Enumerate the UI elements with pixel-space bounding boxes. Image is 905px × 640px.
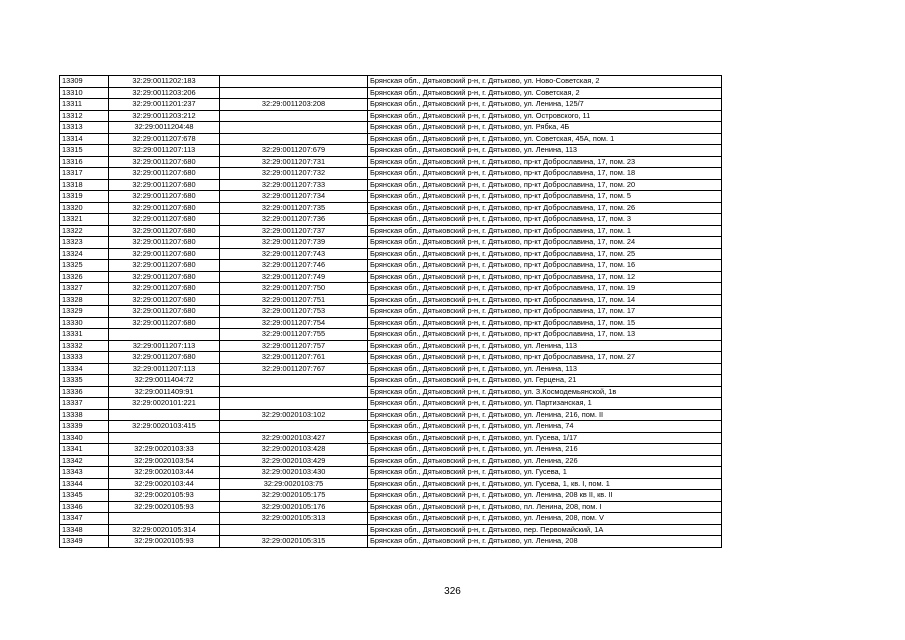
address-cell: Брянская обл., Дятьковский р-н, г. Дятьково, ул. Островского, 11: [368, 110, 722, 122]
address-cell: Брянская обл., Дятьковский р-н, г. Дятьково, пр-кт Доброславина, 17, пом. 16: [368, 260, 722, 272]
address-cell: Брянская обл., Дятьковский р-н, г. Дятьково, ул. Ленина, 208, пом. V: [368, 513, 722, 525]
row-number-cell: 13325: [60, 260, 109, 272]
parent-cadastral-number-cell: [220, 76, 368, 88]
cadastral-number-cell: 32:29:0011207:680: [109, 317, 220, 329]
table-row: [60, 444, 722, 456]
row-number-cell: 13335: [60, 375, 109, 387]
row-number-cell: 13326: [60, 271, 109, 283]
cadastral-number-cell: 32:29:0011207:680: [109, 202, 220, 214]
table-row: [60, 386, 722, 398]
cadastral-number-cell: 32:29:0011207:680: [109, 225, 220, 237]
row-number-cell: 13324: [60, 248, 109, 260]
table-row: [60, 87, 722, 99]
address-cell: Брянская обл., Дятьковский р-н, г. Дятьково, ул. З.Космодемьянской, 1в: [368, 386, 722, 398]
parent-cadastral-number-cell: 32:29:0020103:427: [220, 432, 368, 444]
parent-cadastral-number-cell: 32:29:0011207:739: [220, 237, 368, 249]
table-row: [60, 248, 722, 260]
row-number-cell: 13322: [60, 225, 109, 237]
cadastral-number-cell: 32:29:0011207:680: [109, 352, 220, 364]
row-number-cell: 13327: [60, 283, 109, 295]
address-cell: Брянская обл., Дятьковский р-н, г. Дятьково, пр-кт Доброславина, 17, пом. 3: [368, 214, 722, 226]
table-row: [60, 375, 722, 387]
address-cell: Брянская обл., Дятьковский р-н, г. Дятьково, пер. Первомайский, 1А: [368, 524, 722, 536]
cadastral-number-cell: 32:29:0011207:680: [109, 191, 220, 203]
row-number-cell: 13338: [60, 409, 109, 421]
parent-cadastral-number-cell: 32:29:0011207:767: [220, 363, 368, 375]
parent-cadastral-number-cell: [220, 87, 368, 99]
cadastral-number-cell: 32:29:0011207:680: [109, 294, 220, 306]
table-row: [60, 421, 722, 433]
row-number-cell: 13328: [60, 294, 109, 306]
parent-cadastral-number-cell: [220, 375, 368, 387]
parent-cadastral-number-cell: 32:29:0020103:75: [220, 478, 368, 490]
parent-cadastral-number-cell: 32:29:0020105:315: [220, 536, 368, 548]
address-cell: Брянская обл., Дятьковский р-н, г. Дятьково, ул. Ленина, 125/7: [368, 99, 722, 111]
row-number-cell: 13311: [60, 99, 109, 111]
row-number-cell: 13329: [60, 306, 109, 318]
row-number-cell: 13346: [60, 501, 109, 513]
table-row: [60, 432, 722, 444]
row-number-cell: 13333: [60, 352, 109, 364]
table-row: [60, 283, 722, 295]
parent-cadastral-number-cell: 32:29:0011203:208: [220, 99, 368, 111]
address-cell: Брянская обл., Дятьковский р-н, г. Дятьково, пр-кт Доброславина, 17, пом. 14: [368, 294, 722, 306]
parent-cadastral-number-cell: 32:29:0011207:736: [220, 214, 368, 226]
cadastral-number-cell: 32:29:0020105:93: [109, 490, 220, 502]
cadastral-number-cell: 32:29:0011207:680: [109, 168, 220, 180]
table-row: [60, 202, 722, 214]
table-row: [60, 156, 722, 168]
cadastral-number-cell: 32:29:0020103:54: [109, 455, 220, 467]
parent-cadastral-number-cell: [220, 524, 368, 536]
address-cell: Брянская обл., Дятьковский р-н, г. Дятьково, ул. Ленина, 216: [368, 444, 722, 456]
parent-cadastral-number-cell: 32:29:0020103:430: [220, 467, 368, 479]
row-number-cell: 13344: [60, 478, 109, 490]
table-row: [60, 340, 722, 352]
table-row: [60, 363, 722, 375]
parent-cadastral-number-cell: 32:29:0020105:313: [220, 513, 368, 525]
parent-cadastral-number-cell: 32:29:0020103:429: [220, 455, 368, 467]
cadastral-number-cell: 32:29:0020103:33: [109, 444, 220, 456]
row-number-cell: 13332: [60, 340, 109, 352]
row-number-cell: 13345: [60, 490, 109, 502]
table-row: [60, 237, 722, 249]
row-number-cell: 13331: [60, 329, 109, 341]
registry-table: [59, 75, 722, 548]
parent-cadastral-number-cell: 32:29:0011207:734: [220, 191, 368, 203]
cadastral-number-cell: 32:29:0020103:415: [109, 421, 220, 433]
parent-cadastral-number-cell: [220, 421, 368, 433]
address-cell: Брянская обл., Дятьковский р-н, г. Дятьково, пр-кт Доброславина, 17, пом. 17: [368, 306, 722, 318]
table-row: [60, 501, 722, 513]
address-cell: Брянская обл., Дятьковский р-н, г. Дятьково, пр-кт Доброславина, 17, пом. 15: [368, 317, 722, 329]
address-cell: Брянская обл., Дятьковский р-н, г. Дятьково, ул. Ленина, 74: [368, 421, 722, 433]
address-cell: Брянская обл., Дятьковский р-н, г. Дятьково, ул. Ленина, 113: [368, 145, 722, 157]
parent-cadastral-number-cell: [220, 133, 368, 145]
address-cell: Брянская обл., Дятьковский р-н, г. Дятьково, пр-кт Доброславина, 17, пом. 26: [368, 202, 722, 214]
cadastral-number-cell: 32:29:0011207:113: [109, 363, 220, 375]
parent-cadastral-number-cell: 32:29:0011207:737: [220, 225, 368, 237]
table-row: [60, 133, 722, 145]
table-row: [60, 122, 722, 134]
table-row: [60, 352, 722, 364]
table-row: [60, 536, 722, 548]
cadastral-number-cell: 32:29:0020103:44: [109, 467, 220, 479]
cadastral-number-cell: 32:29:0011207:680: [109, 306, 220, 318]
row-number-cell: 13342: [60, 455, 109, 467]
cadastral-number-cell: 32:29:0020105:93: [109, 501, 220, 513]
address-cell: Брянская обл., Дятьковский р-н, г. Дятьково, ул. Ленина, 208: [368, 536, 722, 548]
parent-cadastral-number-cell: 32:29:0011207:679: [220, 145, 368, 157]
table-row: [60, 260, 722, 272]
address-cell: Брянская обл., Дятьковский р-н, г. Дятьково, пр-кт Доброславина, 17, пом. 19: [368, 283, 722, 295]
row-number-cell: 13315: [60, 145, 109, 157]
table-row: [60, 110, 722, 122]
registry-table-body: [60, 76, 722, 548]
parent-cadastral-number-cell: 32:29:0011207:751: [220, 294, 368, 306]
address-cell: Брянская обл., Дятьковский р-н, г. Дятьково, пл. Ленина, 208, пом. I: [368, 501, 722, 513]
row-number-cell: 13349: [60, 536, 109, 548]
cadastral-number-cell: [109, 432, 220, 444]
address-cell: Брянская обл., Дятьковский р-н, г. Дятьково, ул. Герцена, 21: [368, 375, 722, 387]
cadastral-number-cell: 32:29:0011207:680: [109, 283, 220, 295]
table-row: [60, 306, 722, 318]
cadastral-number-cell: 32:29:0011207:678: [109, 133, 220, 145]
cadastral-number-cell: 32:29:0020105:93: [109, 536, 220, 548]
address-cell: Брянская обл., Дятьковский р-н, г. Дятьково, ул. Рябка, 4Б: [368, 122, 722, 134]
parent-cadastral-number-cell: 32:29:0020105:176: [220, 501, 368, 513]
cadastral-number-cell: 32:29:0011203:212: [109, 110, 220, 122]
cadastral-number-cell: 32:29:0011203:206: [109, 87, 220, 99]
table-row: [60, 179, 722, 191]
parent-cadastral-number-cell: 32:29:0011207:735: [220, 202, 368, 214]
table-row: [60, 271, 722, 283]
parent-cadastral-number-cell: 32:29:0011207:731: [220, 156, 368, 168]
parent-cadastral-number-cell: 32:29:0020103:428: [220, 444, 368, 456]
cadastral-number-cell: 32:29:0011204:48: [109, 122, 220, 134]
table-row: [60, 478, 722, 490]
row-number-cell: 13310: [60, 87, 109, 99]
row-number-cell: 13334: [60, 363, 109, 375]
cadastral-number-cell: 32:29:0011207:680: [109, 271, 220, 283]
parent-cadastral-number-cell: 32:29:0011207:757: [220, 340, 368, 352]
table-row: [60, 145, 722, 157]
row-number-cell: 13339: [60, 421, 109, 433]
table-row: [60, 76, 722, 88]
cadastral-number-cell: 32:29:0011207:680: [109, 237, 220, 249]
row-number-cell: 13318: [60, 179, 109, 191]
parent-cadastral-number-cell: 32:29:0011207:754: [220, 317, 368, 329]
row-number-cell: 13343: [60, 467, 109, 479]
table-row: [60, 225, 722, 237]
parent-cadastral-number-cell: 32:29:0011207:753: [220, 306, 368, 318]
address-cell: Брянская обл., Дятьковский р-н, г. Дятьково, ул. Ново-Советская, 2: [368, 76, 722, 88]
parent-cadastral-number-cell: 32:29:0020105:175: [220, 490, 368, 502]
row-number-cell: 13317: [60, 168, 109, 180]
table-row: [60, 513, 722, 525]
address-cell: Брянская обл., Дятьковский р-н, г. Дятьково, пр-кт Доброславина, 17, пом. 1: [368, 225, 722, 237]
address-cell: Брянская обл., Дятьковский р-н, г. Дятьково, ул. Ленина, 208 кв II, кв. II: [368, 490, 722, 502]
address-cell: Брянская обл., Дятьковский р-н, г. Дятьково, ул. Партизанская, 1: [368, 398, 722, 410]
row-number-cell: 13341: [60, 444, 109, 456]
table-row: [60, 467, 722, 479]
cadastral-number-cell: 32:29:0011202:183: [109, 76, 220, 88]
table-row: [60, 329, 722, 341]
cadastral-number-cell: 32:29:0011207:680: [109, 260, 220, 272]
row-number-cell: 13313: [60, 122, 109, 134]
parent-cadastral-number-cell: [220, 398, 368, 410]
parent-cadastral-number-cell: 32:29:0020103:102: [220, 409, 368, 421]
cadastral-number-cell: [109, 329, 220, 341]
address-cell: Брянская обл., Дятьковский р-н, г. Дятьково, ул. Ленина, 113: [368, 340, 722, 352]
cadastral-number-cell: 32:29:0011207:680: [109, 179, 220, 191]
table-row: [60, 409, 722, 421]
parent-cadastral-number-cell: 32:29:0011207:732: [220, 168, 368, 180]
parent-cadastral-number-cell: [220, 110, 368, 122]
address-cell: Брянская обл., Дятьковский р-н, г. Дятьково, ул. Гусева, 1: [368, 467, 722, 479]
row-number-cell: 13348: [60, 524, 109, 536]
address-cell: Брянская обл., Дятьковский р-н, г. Дятьково, ул. Советская, 45А, пом. 1: [368, 133, 722, 145]
cadastral-number-cell: 32:29:0011207:113: [109, 145, 220, 157]
row-number-cell: 13321: [60, 214, 109, 226]
cadastral-number-cell: 32:29:0020101:221: [109, 398, 220, 410]
cadastral-number-cell: 32:29:0011409:91: [109, 386, 220, 398]
parent-cadastral-number-cell: 32:29:0011207:749: [220, 271, 368, 283]
row-number-cell: 13340: [60, 432, 109, 444]
table-row: [60, 317, 722, 329]
cadastral-number-cell: 32:29:0020105:314: [109, 524, 220, 536]
table-row: [60, 99, 722, 111]
address-cell: Брянская обл., Дятьковский р-н, г. Дятьково, ул. Советская, 2: [368, 87, 722, 99]
row-number-cell: 13316: [60, 156, 109, 168]
cadastral-number-cell: 32:29:0011207:113: [109, 340, 220, 352]
table-row: [60, 214, 722, 226]
table-row: [60, 524, 722, 536]
cadastral-number-cell: 32:29:0011207:680: [109, 214, 220, 226]
address-cell: Брянская обл., Дятьковский р-н, г. Дятьково, пр-кт Доброславина, 17, пом. 18: [368, 168, 722, 180]
address-cell: Брянская обл., Дятьковский р-н, г. Дятьково, пр-кт Доброславина, 17, пом. 27: [368, 352, 722, 364]
parent-cadastral-number-cell: 32:29:0011207:733: [220, 179, 368, 191]
row-number-cell: 13312: [60, 110, 109, 122]
row-number-cell: 13330: [60, 317, 109, 329]
address-cell: Брянская обл., Дятьковский р-н, г. Дятьково, пр-кт Доброславина, 17, пом. 24: [368, 237, 722, 249]
address-cell: Брянская обл., Дятьковский р-н, г. Дятьково, пр-кт Доброславина, 17, пом. 5: [368, 191, 722, 203]
address-cell: Брянская обл., Дятьковский р-н, г. Дятьково, ул. Ленина, 113: [368, 363, 722, 375]
row-number-cell: 13336: [60, 386, 109, 398]
table-row: [60, 455, 722, 467]
address-cell: Брянская обл., Дятьковский р-н, г. Дятьково, ул. Ленина, 216, пом. II: [368, 409, 722, 421]
cadastral-number-cell: [109, 409, 220, 421]
parent-cadastral-number-cell: 32:29:0011207:755: [220, 329, 368, 341]
address-cell: Брянская обл., Дятьковский р-н, г. Дятьково, пр-кт Доброславина, 17, пом. 20: [368, 179, 722, 191]
cadastral-number-cell: 32:29:0011404:72: [109, 375, 220, 387]
row-number-cell: 13347: [60, 513, 109, 525]
parent-cadastral-number-cell: 32:29:0011207:746: [220, 260, 368, 272]
row-number-cell: 13337: [60, 398, 109, 410]
cadastral-number-cell: 32:29:0011207:680: [109, 248, 220, 260]
cadastral-number-cell: [109, 513, 220, 525]
address-cell: Брянская обл., Дятьковский р-н, г. Дятьково, ул. Гусева, 1, кв. I, пом. 1: [368, 478, 722, 490]
row-number-cell: 13314: [60, 133, 109, 145]
cadastral-number-cell: 32:29:0011201:237: [109, 99, 220, 111]
row-number-cell: 13320: [60, 202, 109, 214]
table-row: [60, 294, 722, 306]
parent-cadastral-number-cell: 32:29:0011207:750: [220, 283, 368, 295]
row-number-cell: 13309: [60, 76, 109, 88]
cadastral-number-cell: 32:29:0020103:44: [109, 478, 220, 490]
parent-cadastral-number-cell: 32:29:0011207:761: [220, 352, 368, 364]
cadastral-number-cell: 32:29:0011207:680: [109, 156, 220, 168]
row-number-cell: 13323: [60, 237, 109, 249]
parent-cadastral-number-cell: [220, 386, 368, 398]
address-cell: Брянская обл., Дятьковский р-н, г. Дятьково, пр-кт Доброславина, 17, пом. 12: [368, 271, 722, 283]
address-cell: Брянская обл., Дятьковский р-н, г. Дятьково, пр-кт Доброславина, 17, пом. 25: [368, 248, 722, 260]
address-cell: Брянская обл., Дятьковский р-н, г. Дятьково, пр-кт Доброславина, 17, пом. 23: [368, 156, 722, 168]
table-row: [60, 168, 722, 180]
address-cell: Брянская обл., Дятьковский р-н, г. Дятьково, пр-кт Доброславина, 17, пом. 13: [368, 329, 722, 341]
address-cell: Брянская обл., Дятьковский р-н, г. Дятьково, ул. Гусева, 1/17: [368, 432, 722, 444]
table-row: [60, 191, 722, 203]
parent-cadastral-number-cell: [220, 122, 368, 134]
parent-cadastral-number-cell: 32:29:0011207:743: [220, 248, 368, 260]
table-row: [60, 398, 722, 410]
row-number-cell: 13319: [60, 191, 109, 203]
table-row: [60, 490, 722, 502]
address-cell: Брянская обл., Дятьковский р-н, г. Дятьково, ул. Ленина, 226: [368, 455, 722, 467]
page-number: 326: [444, 586, 461, 597]
